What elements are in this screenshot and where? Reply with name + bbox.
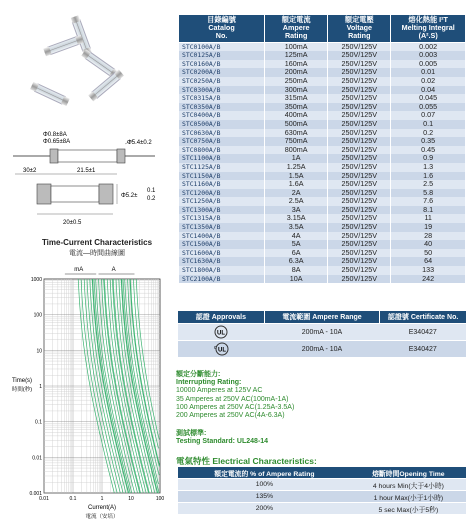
- catalog-cell: STC1400A/B: [179, 232, 265, 241]
- approval-range: 200mA - 10A: [301, 345, 343, 353]
- melting-cell: 2.5: [391, 180, 466, 189]
- interrupting-line: 10000 Amperes at 125V AC: [176, 387, 263, 395]
- ampere-cell: 125mA: [265, 51, 328, 60]
- y-tick-label: 10: [36, 348, 42, 355]
- dim-lead: 30±2: [23, 168, 37, 174]
- catalog-cell: STC0630A/B: [179, 129, 265, 138]
- electrical-header: [178, 467, 466, 478]
- melting-cell: 0.1: [391, 120, 466, 129]
- dim-cap-dia: Φ5.2±: [121, 193, 138, 199]
- catalog-cell: STC1150A/B: [179, 172, 265, 181]
- ampere-cell: 1.25A: [265, 163, 328, 172]
- catalog-cell: STC0300A/B: [179, 86, 265, 95]
- time-cell: 4 hours Min(大于4小時): [372, 482, 444, 490]
- col-ampere: 額定電流 Ampere Rating: [265, 15, 328, 43]
- melting-cell: 8.1: [391, 206, 466, 215]
- approval-row-cul: [178, 341, 466, 357]
- catalog-cell: STC1315A/B: [179, 214, 265, 223]
- melting-cell: 0.01: [391, 68, 466, 77]
- voltage-cell: 250V/125V: [328, 51, 391, 60]
- melting-cell: 28: [391, 232, 466, 241]
- catalog-cell: STC2100A/B: [179, 275, 265, 284]
- ampere-cell: 315mA: [265, 94, 328, 103]
- interrupting-line: 200 Amperes at 250V AC(4A-6.3A): [176, 412, 285, 420]
- spec-row: [179, 206, 466, 215]
- catalog-cell: STC0500A/B: [179, 120, 265, 129]
- voltage-cell: 250V/125V: [328, 111, 391, 120]
- col-melting: 熔化熱能 I²T Melting Integral (A².S): [391, 15, 466, 43]
- approval-cert: E340427: [408, 328, 437, 336]
- ampere-cell: 6A: [265, 249, 328, 258]
- y-tick-label: 0.1: [35, 419, 42, 426]
- melting-cell: 0.02: [391, 77, 466, 86]
- melting-cell: 11: [391, 214, 466, 223]
- ampere-cell: 160mA: [265, 60, 328, 69]
- ampere-cell: 800mA: [265, 146, 328, 155]
- svg-text:c: c: [214, 345, 217, 351]
- ampere-cell: 400mA: [265, 111, 328, 120]
- melting-cell: 1.6: [391, 172, 466, 181]
- approval-range: 200mA - 10A: [301, 328, 343, 336]
- catalog-cell: STC1500A/B: [179, 240, 265, 249]
- catalog-cell: STC0200A/B: [179, 68, 265, 77]
- voltage-cell: 250V/125V: [328, 180, 391, 189]
- chart-title: Time-Current Characteristics: [41, 238, 153, 247]
- voltage-cell: 250V/125V: [328, 42, 391, 51]
- interrupting-title-en: Interrupting Rating:: [176, 379, 242, 387]
- electrical-row: [178, 479, 466, 490]
- melting-cell: 0.003: [391, 51, 466, 60]
- x-tick-label: 100: [155, 496, 165, 502]
- catalog-cell: STC1100A/B: [179, 154, 265, 163]
- spec-row: [179, 240, 466, 249]
- melting-cell: 0.9: [391, 154, 466, 163]
- x-tick-label: 0.1: [69, 496, 77, 502]
- ampere-cell: 5A: [265, 240, 328, 249]
- voltage-cell: 250V/125V: [328, 86, 391, 95]
- melting-cell: 133: [391, 266, 466, 275]
- percent-cell: 200%: [255, 505, 274, 512]
- y-tick-label: 1000: [30, 277, 42, 283]
- melting-cell: 242: [391, 275, 466, 284]
- voltage-cell: 250V/125V: [328, 275, 391, 284]
- catalog-cell: STC0350A/B: [179, 103, 265, 112]
- melting-cell: 0.045: [391, 94, 466, 103]
- spec-row: [179, 214, 466, 223]
- ampere-cell: 500mA: [265, 120, 328, 129]
- voltage-cell: 250V/125V: [328, 137, 391, 146]
- interrupting-line: 100 Amperes at 250V AC(1.25A-3.5A): [176, 403, 295, 411]
- ampere-cell: 1.5A: [265, 172, 328, 181]
- chart-subtitle: 電流—時間曲線圖: [69, 250, 125, 257]
- melting-cell: 7.6: [391, 197, 466, 206]
- voltage-cell: 250V/125V: [328, 240, 391, 249]
- voltage-cell: 250V/125V: [328, 60, 391, 69]
- electrical-row: [178, 503, 466, 514]
- catalog-cell: STC0250A/B: [179, 77, 265, 86]
- y-axis-title: Time(s): [11, 378, 33, 384]
- dim-cap-tol-minus: 0.2: [147, 196, 156, 202]
- melting-cell: 50: [391, 249, 466, 258]
- voltage-cell: 250V/125V: [328, 197, 391, 206]
- ampere-cell: 6.3A: [265, 257, 328, 266]
- melting-cell: 0.07: [391, 111, 466, 120]
- voltage-cell: 250V/125V: [328, 94, 391, 103]
- voltage-cell: 250V/125V: [328, 103, 391, 112]
- melting-cell: 0.04: [391, 86, 466, 95]
- catalog-cell: STC0750A/B: [179, 137, 265, 146]
- voltage-cell: 250V/125V: [328, 214, 391, 223]
- dimension-drawing: [5, 128, 175, 230]
- catalog-cell: STC0800A/B: [179, 146, 265, 155]
- y-tick-label: 100: [33, 312, 42, 319]
- x-tick-label: 10: [128, 496, 134, 502]
- catalog-cell: STC1250A/B: [179, 197, 265, 206]
- voltage-cell: 250V/125V: [328, 120, 391, 129]
- ampere-cell: 8A: [265, 266, 328, 275]
- ampere-cell: 3.15A: [265, 214, 328, 223]
- ampere-cell: 630mA: [265, 129, 328, 138]
- testing-title-zh: 測試標準:: [176, 430, 207, 437]
- ampere-cell: 10A: [265, 275, 328, 284]
- testing-section: [176, 430, 268, 446]
- time-current-chart: [11, 257, 174, 525]
- ampere-cell: 3A: [265, 206, 328, 215]
- catalog-cell: STC1125A/B: [179, 163, 265, 172]
- voltage-cell: 250V/125V: [328, 77, 391, 86]
- ul-mark-icon: [214, 325, 228, 339]
- ampere-cell: 1.6A: [265, 180, 328, 189]
- voltage-cell: 250V/125V: [328, 172, 391, 181]
- testing-standard: Testing Standard: UL248-14: [176, 438, 269, 446]
- percent-cell: 100%: [255, 481, 274, 488]
- melting-cell: 0.002: [391, 42, 466, 51]
- melting-cell: 40: [391, 240, 466, 249]
- dim-wire-b: Φ0.65±8A: [43, 139, 71, 145]
- ampere-cell: 300mA: [265, 86, 328, 95]
- melting-cell: 0.005: [391, 60, 466, 69]
- melting-cell: 0.2: [391, 129, 466, 138]
- melting-cell: 0.055: [391, 103, 466, 112]
- ampere-cell: 2A: [265, 189, 328, 198]
- approvals-header: [178, 311, 466, 323]
- voltage-cell: 250V/125V: [328, 257, 391, 266]
- approval-cert: E340427: [408, 345, 437, 353]
- voltage-cell: 250V/125V: [328, 163, 391, 172]
- spec-table: [178, 14, 466, 283]
- voltage-cell: 250V/125V: [328, 266, 391, 275]
- catalog-cell: STC1600A/B: [179, 249, 265, 258]
- spec-row: [179, 275, 466, 284]
- col-voltage: 額定電壓 Voltage Rating: [328, 15, 391, 43]
- catalog-cell: STC0160A/B: [179, 60, 265, 69]
- spec-row: [179, 249, 466, 258]
- percent-cell: 135%: [255, 493, 274, 500]
- voltage-cell: 250V/125V: [328, 68, 391, 77]
- electrical-title: 電氣特性 Electrical Characteristics:: [176, 456, 317, 466]
- ampere-cell: 100mA: [265, 42, 328, 51]
- svg-text:UL: UL: [218, 347, 227, 354]
- ampere-cell: 4A: [265, 232, 328, 241]
- interrupting-title-zh: 額定分斷能力:: [176, 371, 221, 378]
- time-cell: 5 sec Max(小于5秒): [378, 506, 439, 514]
- voltage-cell: 250V/125V: [328, 206, 391, 215]
- voltage-cell: 250V/125V: [328, 249, 391, 258]
- top-label-a: A: [111, 267, 116, 273]
- voltage-cell: 250V/125V: [328, 129, 391, 138]
- voltage-cell: 250V/125V: [328, 223, 391, 232]
- catalog-cell: STC1350A/B: [179, 223, 265, 232]
- electrical-row: [178, 491, 466, 502]
- x-axis-title: Current(A): [87, 505, 117, 511]
- ampere-cell: 3.5A: [265, 223, 328, 232]
- catalog-cell: STC0400A/B: [179, 111, 265, 120]
- dim-body-len: 21.5±1: [77, 168, 96, 174]
- dim-wire-a: Φ0.8±8A: [43, 132, 67, 138]
- y-tick-label: 0.01: [32, 455, 42, 462]
- y-tick-label: 0.001: [29, 491, 42, 497]
- cert-col: 認證號 Certificate No.: [387, 314, 459, 321]
- x-tick-label: 1: [100, 496, 104, 502]
- top-label-ma: mA: [74, 267, 84, 273]
- melting-cell: 19: [391, 223, 466, 232]
- catalog-cell: STC0125A/B: [179, 51, 265, 60]
- voltage-cell: 250V/125V: [328, 189, 391, 198]
- melting-cell: 0.45: [391, 146, 466, 155]
- catalog-cell: STC1800A/B: [179, 266, 265, 275]
- svg-text:UL: UL: [217, 330, 226, 337]
- voltage-cell: 250V/125V: [328, 232, 391, 241]
- dim-body-dia: Φ5.4±0.2: [127, 140, 152, 146]
- approval-row-ul: [178, 324, 466, 340]
- ampere-cell: 750mA: [265, 137, 328, 146]
- opening-time-col: 熔斷時間Opening Time: [372, 470, 445, 478]
- melting-cell: 1.3: [391, 163, 466, 172]
- melting-cell: 0.35: [391, 137, 466, 146]
- y-tick-label: 1: [39, 384, 42, 390]
- catalog-cell: STC1630A/B: [179, 257, 265, 266]
- y-axis-title-zh: 時間(秒): [11, 387, 33, 393]
- x-axis-title-zh: 電流（安培）: [85, 514, 119, 520]
- x-tick-label: 0.01: [39, 496, 49, 502]
- interrupting-section: [176, 371, 294, 420]
- ampere-cell: 2.5A: [265, 197, 328, 206]
- ampere-cell: 350mA: [265, 103, 328, 112]
- catalog-cell: STC1300A/B: [179, 206, 265, 215]
- time-cell: 1 hour Max(小于1小時): [373, 494, 444, 502]
- catalog-cell: STC0100A/B: [179, 42, 265, 51]
- ampere-cell: 250mA: [265, 77, 328, 86]
- range-col: 電流範圍 Ampere Range: [265, 311, 380, 323]
- dim-cap-tol-plus: 0.1: [147, 188, 156, 194]
- catalog-cell: STC0315A/B: [179, 94, 265, 103]
- voltage-cell: 250V/125V: [328, 146, 391, 155]
- ampere-cell: 200mA: [265, 68, 328, 77]
- interrupting-line: 35 Amperes at 250V AC(100mA-1A): [176, 395, 289, 403]
- ampere-cell: 1A: [265, 154, 328, 163]
- spec-row: [179, 223, 466, 232]
- catalog-cell: STC1200A/B: [179, 189, 265, 198]
- approvals-col: 認證 Approvals: [178, 311, 265, 323]
- dim-total: 20±0.5: [63, 220, 82, 226]
- cul-mark-icon: [213, 342, 229, 356]
- percent-col: 額定電流的 % of Ampere Rating: [214, 470, 315, 478]
- catalog-cell: STC1160A/B: [179, 180, 265, 189]
- melting-cell: 5.8: [391, 189, 466, 198]
- spec-row: [179, 232, 466, 241]
- melting-cell: 64: [391, 257, 466, 266]
- col-catalog: 目錄編號 Catalog No.: [179, 15, 265, 43]
- fuse-photo: [28, 12, 148, 120]
- voltage-cell: 250V/125V: [328, 154, 391, 163]
